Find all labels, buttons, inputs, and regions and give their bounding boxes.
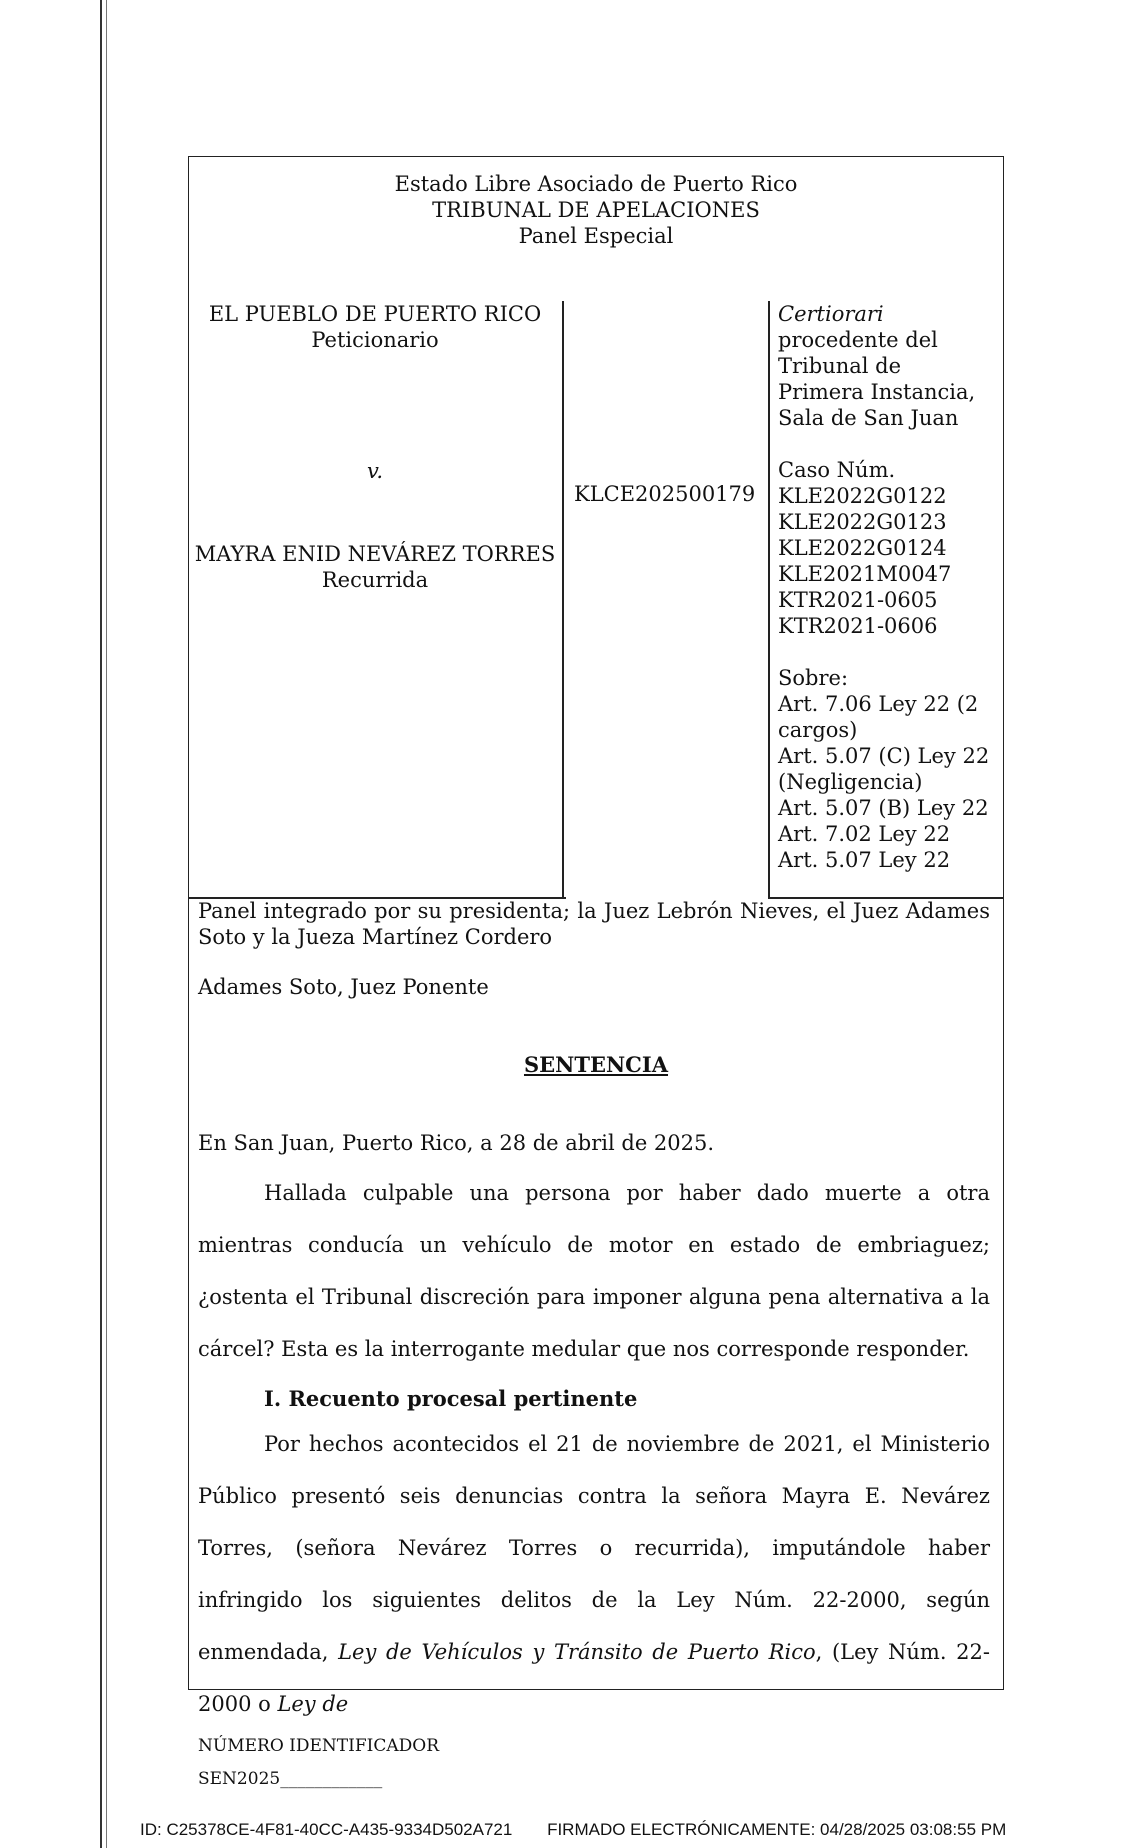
- header-line-2: TRIBUNAL DE APELACIONES: [432, 198, 760, 222]
- header-line-3: Panel Especial: [518, 224, 674, 248]
- subject-line: cargos): [778, 718, 858, 742]
- lower-case-number: KLE2022G0122: [778, 484, 947, 508]
- header-line-1: Estado Libre Asociado de Puerto Rico: [394, 172, 798, 196]
- subject-line: (Negligencia): [778, 770, 923, 794]
- lower-case-number: KTR2021-0605: [778, 588, 938, 612]
- caption-parties: [190, 301, 564, 899]
- petitioner-role: Peticionario: [311, 328, 439, 352]
- writ-type: Certiorari: [778, 302, 884, 326]
- date-line: En San Juan, Puerto Rico, a 28 de abril de 2025.: [198, 1131, 715, 1155]
- law-title: Ley de Vehículos y Tránsito de Puerto Rico: [338, 1640, 816, 1664]
- paragraph-text: , (Ley Núm. 22-2000 o: [198, 1640, 990, 1716]
- petitioner-block: [190, 301, 560, 353]
- procedural-paragraph: [198, 1418, 990, 1730]
- electronic-signature: FIRMADO ELECTRÓNICAMENTE: 04/28/2025 03:08:55 PM: [547, 1820, 1007, 1839]
- respondent-role: Recurrida: [321, 568, 429, 592]
- identifier-value: SEN2025____________: [198, 1769, 383, 1789]
- subject-label: Sobre:: [778, 666, 849, 690]
- section-heading: I. Recuento procesal pertinente: [264, 1386, 638, 1411]
- origin-line: Sala de San Juan: [778, 406, 959, 430]
- court-header: [188, 171, 1004, 249]
- petitioner-name: EL PUEBLO DE PUERTO RICO: [208, 302, 542, 326]
- paragraph-text: Por hechos acontecidos el 21 de noviembre de 2021, el Ministerio Público presentó seis denuncias contra la señora Mayra E. Nevárez Torres, (señora Nevárez Torres o recurrida), imputándole haber infringido los siguientes delitos de la Ley Núm. 22-2000, según enmendada,: [198, 1432, 990, 1664]
- subject-line: Art. 5.07 (C) Ley 22: [778, 744, 990, 768]
- lower-case-number: KLE2021M0047: [778, 562, 952, 586]
- signature-footer: [140, 1820, 1036, 1840]
- versus: v.: [366, 459, 384, 483]
- judge-ponente: Adames Soto, Juez Ponente: [198, 975, 489, 999]
- subject-line: Art. 7.02 Ley 22: [778, 822, 951, 846]
- document-id: ID: C25378CE-4F81-40CC-A435-9334D502A721: [140, 1820, 513, 1839]
- lower-case-number: KTR2021-0606: [778, 614, 938, 638]
- identifier-block: [198, 1730, 439, 1796]
- subject-line: Art. 5.07 (B) Ley 22: [778, 796, 989, 820]
- identifier-label: NÚMERO IDENTIFICADOR: [198, 1736, 440, 1756]
- origin-line: Primera Instancia,: [778, 380, 976, 404]
- subject-line: Art. 5.07 Ley 22: [778, 848, 951, 872]
- caption-procedural: [768, 301, 1004, 899]
- margin-line-outer: [100, 0, 102, 1848]
- origin-line: Tribunal de: [778, 354, 902, 378]
- origin-line: procedente del: [778, 328, 938, 352]
- panel-composition: Panel integrado por su presidenta; la Juez Lebrón Nieves, el Juez Adames Soto y la Jueza Martínez Cordero: [198, 899, 990, 949]
- subject-line: Art. 7.06 Ley 22 (2: [778, 692, 979, 716]
- opening-paragraph: Hallada culpable una persona por haber dado muerte a otra mientras conducía un vehículo de motor en estado de embriaguez; ¿ostenta el Tribunal discreción para imponer alguna pena alternativa a la cárcel? Esta es la interrogante medular que nos corresponde responder.: [198, 1181, 990, 1361]
- lower-case-number: KLE2022G0124: [778, 536, 947, 560]
- margin-line-inner: [106, 0, 107, 1848]
- document-title: SENTENCIA: [523, 1052, 669, 1077]
- respondent-name: MAYRA ENID NEVÁREZ TORRES: [194, 542, 556, 566]
- law-short-title: Ley de: [277, 1692, 349, 1716]
- respondent-block: [190, 541, 560, 593]
- lower-case-number: KLE2022G0123: [778, 510, 947, 534]
- case-number: KLCE202500179: [574, 482, 756, 506]
- case-label: Caso Núm.: [778, 458, 896, 482]
